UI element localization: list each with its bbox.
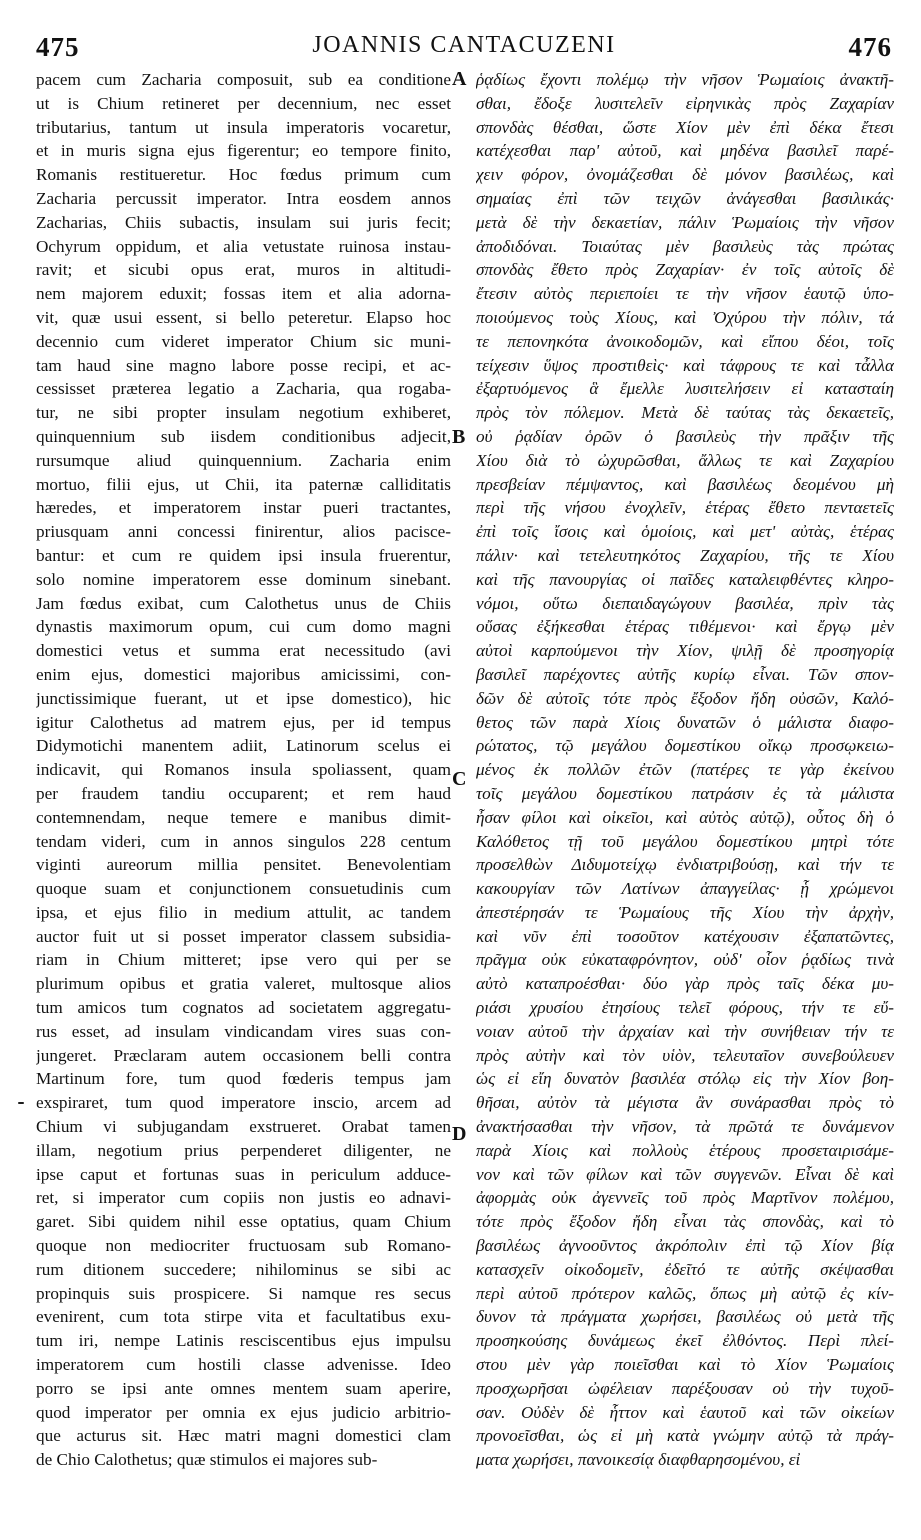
latin-text-line: ret, si imperator cum copiis non justis eo adnavi-: [36, 1188, 451, 1208]
latin-text-line: viginti aureorum millia pensitet. Benevolentiam: [36, 855, 451, 875]
latin-text-line: de Chio Calothetus; quæ stimulos ei majores sub-: [36, 1450, 378, 1470]
latin-text-line: tur, ne sibi propter insulam negotium exhiberet,: [36, 403, 451, 423]
latin-text-line: quoque non mediocriter fructuosam sub Romano-: [36, 1236, 451, 1256]
greek-text-line: προσηκούσης δυνάμεως ἐκεῖ ἐλθόντος. Περὶ πλεί-: [476, 1331, 894, 1351]
latin-text-line: mortuo, filii ejus, ut Chii, ita paternæ calliditatis: [36, 474, 451, 494]
latin-text-line: imperatorem cum hostili classe advenisse. Ideo: [36, 1355, 451, 1375]
greek-text-line: προνοεῖσθαι, ὡς εἰ μὴ κατὰ γνώμην αὐτῷ τὰ πράγ-: [476, 1426, 894, 1446]
latin-text-line: pacem cum Zacharia composuit, sub ea conditione: [36, 70, 451, 89]
latin-text-line: jungeret. Præclaram autem occasionem belli contra: [36, 1045, 451, 1065]
latin-text-line: Zacharias, Chiis subactis, insulam sui juris fecit;: [36, 212, 451, 232]
section-marker-a: A: [452, 68, 467, 90]
latin-text-line: exspiraret, tum quod imperatore inscio, arcem ad: [36, 1093, 451, 1113]
greek-text-line: ριάσι χρυσίου ἐτησίους τελεῖ φόρους, τήν τε εὔ-: [476, 998, 894, 1018]
greek-text-line: ὡς εἰ εἴη δυνατὸν βασιλέα στόλῳ εἰς τὴν Χίον βοη-: [476, 1069, 894, 1089]
latin-text-line: riam in Chium mitteret; ipse vero qui per se: [36, 950, 451, 970]
greek-text-line: αὐτοὶ καρπούμενοι τὴν Χίον, ψιλῇ δὲ προσηγορίᾳ: [476, 641, 894, 661]
greek-text-line: καὶ τῆς πανουργίας οἱ παῖδες καταλειφθέντες κληρο-: [476, 569, 894, 589]
greek-text-line: καὶ νῦν ἐπὶ τοσοῦτον κατέχουσιν ἐξαπατῶντες,: [476, 926, 894, 946]
latin-text-line: domestici vetus et summa erat necessitudo (avi: [36, 641, 451, 661]
greek-text-line: κατασχεῖν οἰκοδομεῖν, ἐδεῖτό τε αὐτῆς σκέψασθαι: [476, 1259, 894, 1279]
greek-text-line: τότε πρὸς ἔξοδον ἤδη εἶναι τὰς σπονδὰς, καὶ τὸ: [476, 1212, 894, 1232]
latin-text-line: bantur: et cum re quidem ipsi insula fruerentur,: [36, 545, 451, 565]
ink-speck: [18, 1102, 24, 1104]
latin-text-line: propinquis suis prospicere. Si namque res secus: [36, 1283, 451, 1303]
latin-text-line: rursumque aliud quinquennium. Zacharia enim: [36, 450, 451, 470]
latin-text-line: ipsa, et ejus filio in medium attulit, ac tandem: [36, 902, 451, 922]
latin-text-line: rum ditionem succedere; nihilominus se sibi ac: [36, 1259, 451, 1279]
greek-text-line: σημαίας ἐπὶ τῶν τειχῶν ἀνάγεσθαι βασιλικάς·: [476, 188, 894, 208]
section-marker-b: B: [452, 426, 466, 448]
latin-text-line: per fraudem tandiu occuparent; et rem haud: [36, 783, 451, 803]
greek-text-line: ρώτατος, τῷ μεγάλου δομεστίκου οἴκῳ προσῳκειω-: [476, 736, 894, 756]
greek-text-line: περὶ τῆς νήσου ἐνοχλεῖν, ἑτέρας ἔθετο πενταετεῖς: [476, 498, 894, 518]
latin-text-line: solo nomine imperatorem esse dominum sinebant.: [36, 569, 451, 589]
latin-text-line: quoque suam et conjunctionem consuetudinis cum: [36, 879, 451, 899]
page-number-right: 476: [848, 32, 892, 62]
latin-text-line: nem majorem eduxit; fossas item et alia adorna-: [36, 284, 451, 304]
greek-text-line: ἐξαρτυόμενος ἃ ἔμελλε λυσιτελήσειν εἰ κατασταίη: [476, 379, 894, 399]
greek-text-line: ποιούμενος τοὺς Χίους, καὶ Ὀχύρου τὴν πόλιν, τά: [476, 307, 894, 327]
latin-text-line: quinquennium sub iisdem conditionibus adjecit,: [36, 426, 451, 446]
greek-text-line: ἀφορμὰς οὐκ ἀγεννεῖς τοῦ πρὸς Μαρτῖνον πολέμου,: [476, 1188, 894, 1208]
latin-text-line: igitur Calothetus ad matrem ejus, per id tempus: [36, 712, 451, 732]
latin-text-line: Chium vi subjugandam exstrueret. Orabat tamen: [36, 1117, 451, 1137]
greek-text-line: Καλόθετος τῇ τοῦ μεγάλου δομεστίκου μητρὶ τότε: [476, 831, 894, 851]
greek-text-line: πρὸς αὐτὴν καὶ τὸν υἱὸν, τελευταῖον συνεβούλευεν: [476, 1045, 894, 1065]
latin-text-line: plurimum opibus et gratia valeret, multosque alios: [36, 974, 451, 994]
greek-text-line: ἔτεσιν αὐτὸς περιεποίει τε τὴν νῆσον ἑαυτῷ ὑπο-: [476, 284, 894, 304]
greek-text-line: νον καὶ τῶν φίλων καὶ τῶν συγγενῶν. Εἶναι δὲ καὶ: [476, 1164, 894, 1184]
latin-text-line: Jam fœdus exibat, cum Calothetus unus de Chiis: [36, 593, 451, 613]
latin-text-line: tum amicos tum cognatos ad societatem aggregatu-: [36, 998, 451, 1018]
greek-text-line: προσελθὼν Διδυμοτείχῳ ἐνδιατριβούσῃ, καὶ τήν τε: [476, 855, 894, 875]
greek-text-line: ἀπεστέρησάν τε Ῥωμαίους τῆς Χίου τὴν ἀρχὴν,: [476, 902, 894, 922]
greek-text-line: μένος ἐκ πολλῶν ἐτῶν (πατέρες τε γὰρ ἐκείνου: [476, 760, 894, 780]
latin-text-line: decennio cum videret imperator Chium sic muni-: [36, 331, 451, 351]
greek-text-line: αὐτὸ καταπροέσθαι· δύο γὰρ πρὸς ταῖς δέκα μυ-: [476, 974, 894, 994]
latin-text-line: ut is Chium retineret per decennium, nec esset: [36, 93, 451, 113]
latin-text-line: tam haud sine magno labore posse recipi, et ac-: [36, 355, 451, 375]
latin-text-line: tributarius, tantum ut insula imperatoris vocaretur,: [36, 117, 451, 137]
greek-text-line: πάλιν· καὶ τετελευτηκότος Ζαχαρίου, τῆς τε Χίου: [476, 545, 894, 565]
greek-text-line: βασιλεῖ παρέχοντες αὐτῆς κυρίῳ εἶναι. Τῶν σπον-: [476, 664, 894, 684]
latin-text-line: ravit; et sicubi opus erat, muros in altitudi-: [36, 260, 451, 280]
latin-text-line: Zacharia percussit imperator. Intra eosdem annos: [36, 188, 451, 208]
greek-text-line: περὶ αὐτοῦ πρότερον καλῶς, ὅπως μὴ αὐτῷ ἐς κίν-: [476, 1283, 894, 1303]
greek-text-line: πρὸς τὸν πόλεμον. Μετὰ δὲ ταύτας τὰς δεκαετεῖς,: [476, 403, 894, 423]
latin-text-line: evenirent, cum tota stirpe vita et facultatibus exu-: [36, 1307, 451, 1327]
latin-text-line: Romanis restitueretur. Hoc fœdus primum cum: [36, 165, 451, 185]
greek-text-line: νοιαν αὐτοῦ τὴν ἀρχαίαν καὶ τὴν συνήθειαν τήν τε: [476, 1021, 894, 1041]
latin-text-line: vit, quæ usui essent, si bello peteretur. Elapso hoc: [36, 307, 451, 327]
latin-text-line: priusquam anni concessi finirentur, alios pacisce-: [36, 522, 451, 542]
latin-text-line: Didymotichi manentem adiit, Latinorum scelus ei: [36, 736, 451, 756]
greek-text-line: πρᾶγμα οὐκ εὐκαταφρόνητον, οὐδ' οἷον ῥᾳδίως τινὰ: [476, 950, 894, 970]
greek-text-line: δῶν δὲ αὐτοῖς τότε πρὸς ἔξοδον ἤδη οὐσῶν, Καλό-: [476, 688, 894, 708]
latin-text-line: et in muris signa ejus figerentur; eo tempore finito,: [36, 141, 451, 161]
greek-text-line: κακουργίαν τῶν Λατίνων ἀπαγγείλας· ᾗ χρώμενοι: [476, 879, 894, 899]
greek-text-line: προσχωρῆσαι ὠφέλειαν παρέξουσαν οὐ τὴν τυχοῦ-: [476, 1378, 894, 1398]
greek-text-line: ἦσαν φίλοι καὶ οἰκεῖοι, καὶ αὐτὸς αὐτῷ), οὗτος δὴ ὁ: [476, 807, 894, 827]
greek-text-line: δυνον τὰ πράγματα χωρήσει, βασιλέως οὐ μετὰ τῆς: [476, 1307, 894, 1327]
latin-text-line: hæredes, et imperatorem instar pueri tractantes,: [36, 498, 451, 518]
latin-text-line: tendam videri, cum in annos singulos 228 centum: [36, 831, 451, 851]
latin-text-line: enim ejus, domestici majoribus amicissimi, con-: [36, 664, 451, 684]
latin-text-line: illam, negotium prius perpenderet diligenter, ne: [36, 1140, 451, 1160]
greek-text-line: θῆσαι, αὐτὸν τὰ μέγιστα ἂν συνάρασθαι πρὸς τὸ: [476, 1093, 894, 1113]
latin-text-line: porro se ipsi ante omnes mentem suam aperire,: [36, 1378, 451, 1398]
latin-text-line: contemnendam, neque temere e manibus dimit-: [36, 807, 451, 827]
greek-text-line: παρὰ Χίοις καὶ πολλοὺς ἑτέρους προσεταιρισάμε-: [476, 1140, 894, 1160]
section-marker-c: C: [452, 768, 467, 790]
greek-text-line: πρεσβείαν πέμψαντος, καὶ βασιλέως δεομένου μὴ: [476, 474, 894, 494]
greek-text-line: ματα χωρήσει, πανοικεσίᾳ διαφθαρησομένου, εἰ: [476, 1450, 801, 1470]
section-marker-d: D: [452, 1123, 467, 1145]
latin-text-column: [36, 68, 451, 1472]
greek-text-line: τείχεσιν ὕψος προστιθεὶς· καὶ τάφρους τε καὶ τἆλλα: [476, 355, 894, 375]
greek-text-line: ἐπὶ τοῖς ἴσοις καὶ ὁμοίοις, καὶ μετ' αὐτὰς, ἑτέρας: [476, 522, 894, 542]
greek-text-line: κατέχεσθαι παρ' αὐτοῦ, καὶ μηδένα βασιλεῖ παρέ-: [476, 141, 894, 161]
greek-text-line: σθαι, ἔδοξε λυσιτελεῖν εἰρηνικὰς πρὸς Ζαχαρίαν: [476, 93, 894, 113]
greek-text-line: σαν. Οὐδὲν δὲ ἧττον καὶ ἑαυτοῦ καὶ τῶν οἰκείων: [476, 1402, 894, 1422]
latin-text-line: garet. Sibi quidem nihil esse optatius, quam Chium: [36, 1212, 451, 1232]
latin-text-line: quod imperator per omnia ex ejus judicio arbitrio-: [36, 1402, 451, 1422]
greek-text-line: οὔσας ἐξήκεσθαι ἑτέρας τιθέμενοι· καὶ ἔργῳ μὲν: [476, 617, 894, 637]
latin-text-line: auctor fuit ut si posset imperator classem subsidia-: [36, 926, 451, 946]
greek-text-line: τοῖς μεγάλου δομεστίκου πατράσιν ἐς τὰ μάλιστα: [476, 783, 894, 803]
greek-text-line: σπονδὰς θέσθαι, ὥστε Χίον μὲν ἐπὶ δέκα ἔτεσι: [476, 117, 894, 137]
greek-text-line: βασιλέως ἀγνοοῦντος ἀκρόπολιν ἐπὶ τῷ Χίον βίᾳ: [476, 1236, 894, 1256]
latin-text-line: que acturus sit. Hæc matri magni domestici clam: [36, 1426, 451, 1446]
latin-text-line: ipse caput et fortunas suas in periculum adduce-: [36, 1164, 451, 1184]
greek-text-line: οὐ ῥᾳδίαν ὁρῶν ὁ βασιλεὺς τὴν πρᾶξιν τῆς: [476, 426, 894, 446]
running-title: JOANNIS CANTACUZENI: [312, 32, 616, 58]
latin-text-line: junctissimique fuerant, ut et ipse domestico), hic: [36, 688, 451, 708]
greek-text-line: μετὰ δὲ τὴν δεκαετίαν, πάλιν Ῥωμαίοις τὴν νῆσον: [476, 212, 894, 232]
greek-text-line: ῥᾳδίως ἔχοντι πολέμῳ τὴν νῆσον Ῥωμαίοις ἀνακτῆ-: [476, 70, 894, 89]
latin-text-line: rus esset, ad insulam vindicandam vires suas con-: [36, 1021, 451, 1041]
greek-text-line: στου μὲν γὰρ ποιεῖσθαι καὶ τὸ Χίον Ῥωμαίοις: [476, 1355, 894, 1375]
latin-text-line: tum iri, nempe Latinis resciscentibus ejus impulsu: [36, 1331, 451, 1351]
greek-text-line: Χίου διὰ τὸ ὠχυρῶσθαι, ἄλλως τε καὶ Ζαχαρίου: [476, 450, 894, 470]
latin-text-line: Ochyrum oppidum, et alia vetustate ruinosa instau-: [36, 236, 451, 256]
running-header: [36, 30, 892, 64]
greek-text-line: σπονδὰς ἔθετο πρὸς Ζαχαρίαν· ἐν τοῖς αὐτοῖς δὲ: [476, 260, 894, 280]
greek-text-line: τε πεπονηκότα ἀνοικοδομῶν, καὶ εἴπου δέοι, τοῖς: [476, 331, 894, 351]
latin-text-line: Martinum fore, tum quod fœderis tempus jam: [36, 1069, 451, 1089]
greek-text-line: ἀποδιδόναι. Τοιαύτας μὲν βασιλεὺς τὰς πρώτας: [476, 236, 894, 256]
latin-text-line: indicavit, qui Romanos insula spoliassent, quam: [36, 760, 451, 780]
greek-text-line: θετος τῶν παρὰ Χίοις δυνατῶν ὁ μάλιστα διαφο-: [476, 712, 894, 732]
latin-text-line: dynastis maximorum opum, cui cum domo magni: [36, 617, 451, 637]
page-number-left: 475: [36, 32, 80, 62]
greek-text-line: ἀνακτήσασθαι τὴν νῆσον, τὰ πρῶτά τε δυνάμενον: [476, 1117, 894, 1137]
greek-text-line: νόμοι, οὕτω διεπαιδαγώγουν βασιλέα, πρὶν τὰς: [476, 593, 894, 613]
latin-text-line: cessisset præterea legatio a Zacharia, qua rogaba-: [36, 379, 451, 399]
greek-text-line: χειν φόρον, ὀνομάζεσθαι δὲ μόνον βασιλέως, καὶ: [476, 165, 894, 185]
greek-text-column: [476, 68, 894, 1472]
